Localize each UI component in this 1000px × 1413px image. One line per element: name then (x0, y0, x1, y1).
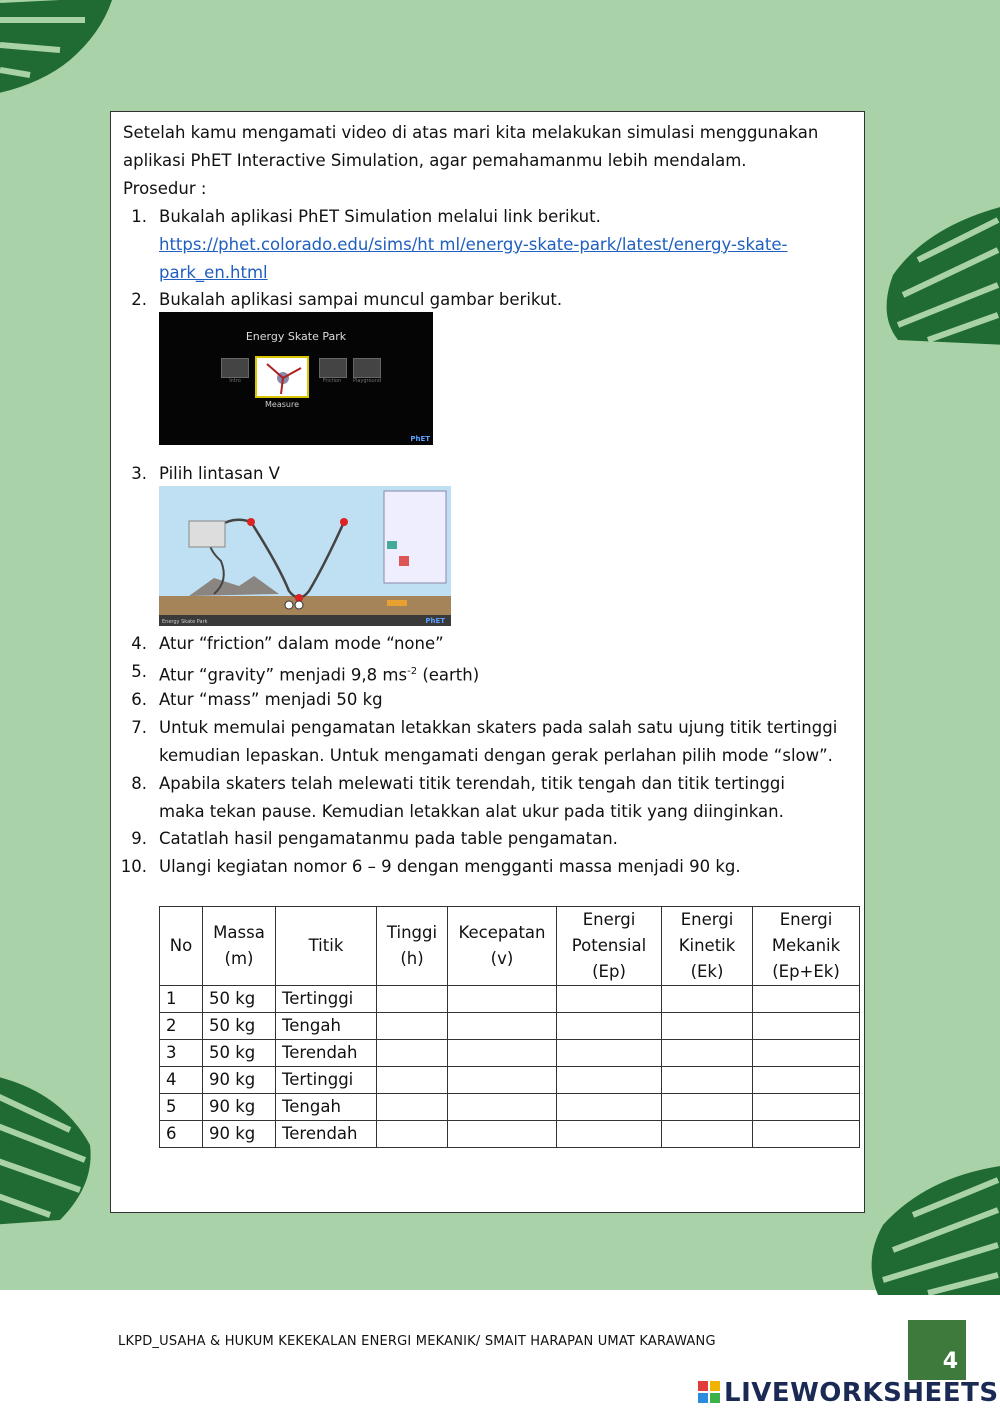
step-9-number: 9. (131, 829, 147, 848)
cell-ek[interactable] (662, 1040, 753, 1067)
header-ep-line-2: Potensial (571, 936, 647, 955)
cell-massa: 90 kg (203, 1094, 276, 1121)
step-3-number: 3. (131, 464, 147, 483)
screenshot1-selected-thumb (255, 356, 309, 398)
liveworksheets-watermark: LIVEWORKSHEETS (724, 1378, 999, 1408)
table-row (160, 1094, 860, 1121)
cell-ep[interactable] (557, 1067, 662, 1094)
cell-tinggi[interactable] (377, 1067, 448, 1094)
cell-massa: 90 kg (203, 1067, 276, 1094)
step-2-text: Bukalah aplikasi sampai muncul gambar berikut. (159, 290, 563, 309)
cell-no: 3 (160, 1040, 203, 1067)
cell-no: 2 (160, 1013, 203, 1040)
worksheet-card (110, 111, 865, 1213)
step-7-number: 7. (131, 718, 147, 737)
table-row (160, 1013, 860, 1040)
header-massa-label: Massa (213, 923, 265, 942)
cell-em[interactable] (753, 1121, 860, 1148)
cell-no: 5 (160, 1094, 203, 1121)
cell-massa: 50 kg (203, 1040, 276, 1067)
step-8-number: 8. (131, 774, 147, 793)
screenshot1-label-playground: Playground (352, 378, 382, 384)
cell-ek[interactable] (662, 1067, 753, 1094)
step-5-text (159, 658, 479, 690)
step-4-number: 4. (131, 634, 147, 653)
screenshot1-thumb-intro (221, 358, 249, 378)
step-3-text: Pilih lintasan V (159, 464, 280, 483)
cell-em[interactable] (753, 1040, 860, 1067)
cell-tinggi[interactable] (377, 1040, 448, 1067)
monstera-leaf-bottom-right-icon (858, 1165, 1000, 1295)
phet-logo-small: PhET (425, 617, 445, 625)
table-row (160, 1067, 860, 1094)
step-1-number: 1. (131, 207, 147, 226)
energy-skate-park-menu-screenshot (159, 312, 433, 445)
step-10-number: 10. (120, 857, 147, 876)
screenshot1-thumb-playground (353, 358, 381, 378)
header-kecepatan-unit: (v) (490, 949, 514, 968)
header-massa-unit: (m) (224, 949, 254, 968)
observation-table (159, 906, 860, 1148)
monstera-leaf-left-icon (0, 1075, 100, 1225)
header-no-label: No (169, 936, 193, 955)
cell-tinggi[interactable] (377, 986, 448, 1013)
cell-titik: Tertinggi (276, 1067, 377, 1094)
phet-logo: PhET (410, 435, 430, 443)
header-ek-line-2: Kinetik (678, 936, 736, 955)
procedure-heading: Prosedur : (123, 179, 207, 198)
screenshot1-label-friction: Friction (322, 378, 342, 384)
header-ep-line-1: Energi (582, 910, 636, 929)
cell-titik: Tengah (276, 1094, 377, 1121)
header-titik-label: Titik (308, 936, 344, 955)
cell-titik: Terendah (276, 1121, 377, 1148)
monstera-leaf-top-left-icon (0, 0, 120, 100)
cell-ep[interactable] (557, 1040, 662, 1067)
cell-massa: 50 kg (203, 1013, 276, 1040)
header-kecepatan-label: Kecepatan (458, 923, 546, 942)
cell-em[interactable] (753, 1013, 860, 1040)
header-massa (203, 907, 276, 986)
header-ek-line-3: (Ek) (690, 962, 724, 981)
step-4-text: Atur “friction” dalam mode “none” (159, 634, 444, 653)
cell-kecepatan[interactable] (448, 1067, 557, 1094)
cell-massa: 90 kg (203, 1121, 276, 1148)
liveworksheets-logo-icon (698, 1381, 720, 1403)
step-7-text-line-1: Untuk memulai pengamatan letakkan skaters pada salah satu ujung titik tertinggi (159, 718, 838, 737)
cell-titik: Tertinggi (276, 986, 377, 1013)
header-tinggi (377, 907, 448, 986)
header-titik (276, 907, 377, 986)
cell-em[interactable] (753, 986, 860, 1013)
header-tinggi-label: Tinggi (386, 923, 438, 942)
header-em-line-3: (Ep+Ek) (772, 962, 840, 981)
intro-line-2: aplikasi PhET Interactive Simulation, agar pemahamanmu lebih mendalam. (123, 151, 747, 170)
cell-ep[interactable] (557, 1094, 662, 1121)
step-7-text-line-2: kemudian lepaskan. Untuk mengamati dengan gerak perlahan pilih mode “slow”. (159, 746, 833, 765)
header-energi-potensial (557, 907, 662, 986)
cell-tinggi[interactable] (377, 1013, 448, 1040)
cell-tinggi[interactable] (377, 1121, 448, 1148)
step-9-text: Catatlah hasil pengamatanmu pada table pengamatan. (159, 829, 618, 848)
phet-link-line-1[interactable]: https://phet.colorado.edu/sims/ht ml/energy-skate-park/latest/energy-skate- (159, 235, 788, 254)
cell-em[interactable] (753, 1067, 860, 1094)
screenshot2-footer-label: Energy Skate Park (162, 619, 208, 625)
header-ep-line-3: (Ep) (592, 962, 626, 981)
header-em-line-2: Mekanik (771, 936, 841, 955)
header-energi-mekanik (753, 907, 860, 986)
screenshot1-label-intro: Intro (229, 378, 241, 384)
page-number: 4 (908, 1320, 966, 1380)
step-8-text-line-1: Apabila skaters telah melewati titik terendah, titik tengah dan titik tertinggi (159, 774, 785, 793)
cell-no: 6 (160, 1121, 203, 1148)
table-header-row (160, 907, 860, 986)
step-5-exponent: -2 (407, 666, 418, 677)
monstera-leaf-right-icon (868, 205, 1000, 345)
screenshot1-title: Energy Skate Park (245, 330, 347, 343)
phet-link-line-2[interactable]: park_en.html (159, 263, 268, 282)
cell-kecepatan[interactable] (448, 1040, 557, 1067)
step-5-text-a: Atur “gravity” menjadi 9,8 ms (159, 665, 408, 685)
cell-ek[interactable] (662, 1013, 753, 1040)
cell-kecepatan[interactable] (448, 1013, 557, 1040)
header-ek-line-1: Energi (680, 910, 734, 929)
cell-ep[interactable] (557, 1121, 662, 1148)
cell-kecepatan[interactable] (448, 1121, 557, 1148)
step-5-number: 5. (131, 662, 147, 681)
footer-text: LKPD_USAHA & HUKUM KEKEKALAN ENERGI MEKANIK/ SMAIT HARAPAN UMAT KARAWANG (118, 1334, 716, 1349)
v-track-simulation-screenshot (159, 486, 451, 626)
cell-massa: 50 kg (203, 986, 276, 1013)
header-energi-kinetik (662, 907, 753, 986)
header-em-line-1: Energi (779, 910, 833, 929)
table-row (160, 1040, 860, 1067)
cell-ep[interactable] (557, 1013, 662, 1040)
cell-em[interactable] (753, 1094, 860, 1121)
step-6-text: Atur “mass” menjadi 50 kg (159, 690, 383, 709)
header-kecepatan (448, 907, 557, 986)
cell-ek[interactable] (662, 986, 753, 1013)
cell-titik: Tengah (276, 1013, 377, 1040)
cell-ek[interactable] (662, 1121, 753, 1148)
intro-line-1: Setelah kamu mengamati video di atas mari kita melakukan simulasi menggunakan (123, 123, 819, 142)
table-row (160, 986, 860, 1013)
cell-titik: Terendah (276, 1040, 377, 1067)
screenshot1-thumb-friction (319, 358, 347, 378)
step-1-text: Bukalah aplikasi PhET Simulation melalui link berikut. (159, 207, 601, 226)
step-5-text-b: (earth) (417, 665, 480, 685)
cell-ek[interactable] (662, 1094, 753, 1121)
step-6-number: 6. (131, 690, 147, 709)
step-10-text: Ulangi kegiatan nomor 6 – 9 dengan mengganti massa menjadi 90 kg. (159, 857, 741, 876)
cell-kecepatan[interactable] (448, 1094, 557, 1121)
step-8-text-line-2: maka tekan pause. Kemudian letakkan alat ukur pada titik yang diinginkan. (159, 802, 784, 821)
header-tinggi-unit: (h) (400, 949, 424, 968)
step-2-number: 2. (131, 290, 147, 309)
screenshot1-selected-label: Measure (265, 400, 299, 409)
cell-kecepatan[interactable] (448, 986, 557, 1013)
cell-ep[interactable] (557, 986, 662, 1013)
cell-no: 4 (160, 1067, 203, 1094)
cell-no: 1 (160, 986, 203, 1013)
header-no (160, 907, 203, 986)
table-row (160, 1121, 860, 1148)
cell-tinggi[interactable] (377, 1094, 448, 1121)
